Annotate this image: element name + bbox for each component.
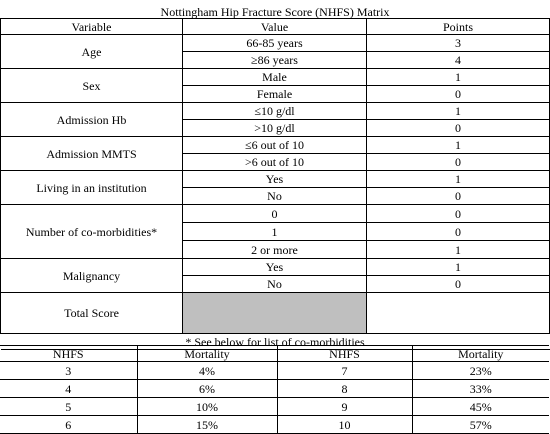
- nhfs-cell: 9: [277, 398, 412, 416]
- variable-admission-hb: Admission Hb: [1, 103, 183, 137]
- value-cell: >6 out of 10: [183, 154, 367, 171]
- mortality-header-mortality-right: Mortality: [412, 346, 549, 362]
- header-value: Value: [183, 19, 367, 35]
- points-cell: 0: [367, 86, 550, 103]
- points-cell: 1: [367, 241, 550, 259]
- total-score-label: Total Score: [1, 293, 183, 334]
- mortality-cell: 4%: [137, 362, 277, 380]
- mortality-header-mortality-left: Mortality: [137, 346, 277, 362]
- points-cell: 0: [367, 154, 550, 171]
- nhfs-cell: 10: [277, 416, 412, 434]
- value-cell: Yes: [183, 259, 367, 276]
- value-cell: Female: [183, 86, 367, 103]
- points-cell: 0: [367, 120, 550, 137]
- value-cell: ≥86 years: [183, 52, 367, 69]
- value-cell: No: [183, 276, 367, 293]
- nhfs-cell: 3: [0, 362, 137, 380]
- value-cell: ≤6 out of 10: [183, 137, 367, 154]
- value-cell: Male: [183, 69, 367, 86]
- matrix-title: Nottingham Hip Fracture Score (NHFS) Matrix: [1, 5, 550, 19]
- variable-admission-mmts: Admission MMTS: [1, 137, 183, 171]
- points-cell: 0: [367, 205, 550, 223]
- mortality-cell: 33%: [412, 380, 549, 398]
- nhfs-cell: 8: [277, 380, 412, 398]
- total-score-value-shaded: [183, 293, 367, 334]
- header-points: Points: [367, 19, 550, 35]
- mortality-cell: 10%: [137, 398, 277, 416]
- points-cell: 1: [367, 171, 550, 188]
- nhfs-cell: 4: [0, 380, 137, 398]
- header-variable: Variable: [1, 19, 183, 35]
- value-cell: 66-85 years: [183, 35, 367, 52]
- points-cell: 1: [367, 69, 550, 86]
- mortality-header-nhfs-right: NHFS: [277, 346, 412, 362]
- value-cell: No: [183, 188, 367, 205]
- points-cell: 0: [367, 276, 550, 293]
- nhfs-cell: 6: [0, 416, 137, 434]
- value-cell: >10 g/dl: [183, 120, 367, 137]
- points-cell: 1: [367, 103, 550, 120]
- value-cell: 0: [183, 205, 367, 223]
- variable-living-in-institution: Living in an institution: [1, 171, 183, 205]
- mortality-cell: 15%: [137, 416, 277, 434]
- points-cell: 0: [367, 188, 550, 205]
- mortality-table: [0, 345, 549, 434]
- mortality-cell: 23%: [412, 362, 549, 380]
- variable-age: Age: [1, 35, 183, 69]
- points-cell: 1: [367, 259, 550, 276]
- variable-comorbidities: Number of co-morbidities*: [1, 205, 183, 259]
- mortality-cell: 57%: [412, 416, 549, 434]
- points-cell: 1: [367, 137, 550, 154]
- points-cell: 4: [367, 52, 550, 69]
- variable-sex: Sex: [1, 69, 183, 103]
- points-cell: 3: [367, 35, 550, 52]
- mortality-cell: 45%: [412, 398, 549, 416]
- comorbidities-footnote: * See below for list of co-morbidities: [1, 334, 550, 350]
- mortality-cell: 6%: [137, 380, 277, 398]
- mortality-header-nhfs-left: NHFS: [0, 346, 137, 362]
- points-cell: 0: [367, 223, 550, 241]
- nhfs-cell: 7: [277, 362, 412, 380]
- value-cell: 2 or more: [183, 241, 367, 259]
- value-cell: ≤10 g/dl: [183, 103, 367, 120]
- value-cell: 1: [183, 223, 367, 241]
- value-cell: Yes: [183, 171, 367, 188]
- total-score-points-empty: [367, 293, 550, 334]
- variable-malignancy: Malignancy: [1, 259, 183, 293]
- nhfs-cell: 5: [0, 398, 137, 416]
- nhfs-matrix-table: [0, 5, 550, 350]
